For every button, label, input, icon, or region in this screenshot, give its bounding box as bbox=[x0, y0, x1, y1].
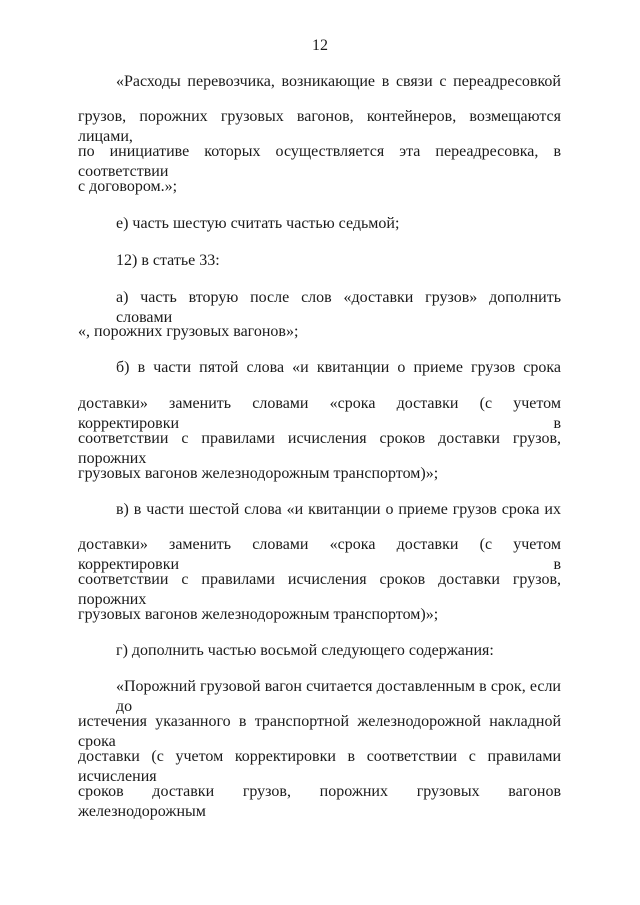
text-line: с договором.»; bbox=[78, 178, 178, 195]
text-line: «Порожний грузовой вагон считается доставленным в срок, если до bbox=[116, 678, 561, 715]
text-line: 12) в статье 33: bbox=[116, 252, 220, 269]
text-line: сроков доставки грузов, порожних грузовых вагонов железнодорожным bbox=[78, 783, 561, 820]
text-line: доставки» заменить словами «срока доставки (с учетом корректировки в bbox=[78, 395, 561, 432]
text-line: грузов, порожних грузовых вагонов, контейнеров, возмещаются лицами, bbox=[78, 108, 561, 145]
text-line: грузовых вагонов железнодорожным транспортом)»; bbox=[78, 465, 439, 482]
text-line: а) часть вторую после слов «доставки грузов» дополнить словами bbox=[116, 289, 561, 326]
text-line: доставки (с учетом корректировки в соответствии с правилами исчисления bbox=[78, 748, 561, 785]
text-line: доставки» заменить словами «срока доставки (с учетом корректировки в bbox=[78, 536, 561, 573]
text-line: соответствии с правилами исчисления сроков доставки грузов, порожних bbox=[78, 430, 561, 467]
text-line: е) часть шестую считать частью седьмой; bbox=[116, 215, 400, 232]
text-line: в) в части шестой слова «и квитанции о приеме грузов срока их bbox=[116, 501, 561, 518]
page-number: 12 bbox=[312, 37, 328, 54]
text-line: по инициативе которых осуществляется эта переадресовка, в соответствии bbox=[78, 143, 561, 180]
text-line: г) дополнить частью восьмой следующего содержания: bbox=[116, 642, 494, 659]
text-line: «Расходы перевозчика, возникающие в связи с переадресовкой bbox=[116, 73, 561, 90]
text-line: истечения указанного в транспортной железнодорожной накладной срока bbox=[78, 713, 561, 750]
text-line: соответствии с правилами исчисления сроков доставки грузов, порожних bbox=[78, 571, 561, 608]
text-line: «, порожних грузовых вагонов»; bbox=[78, 323, 299, 340]
text-line: грузовых вагонов железнодорожным транспортом)»; bbox=[78, 606, 439, 623]
text-line: б) в части пятой слова «и квитанции о приеме грузов срока bbox=[116, 359, 561, 376]
